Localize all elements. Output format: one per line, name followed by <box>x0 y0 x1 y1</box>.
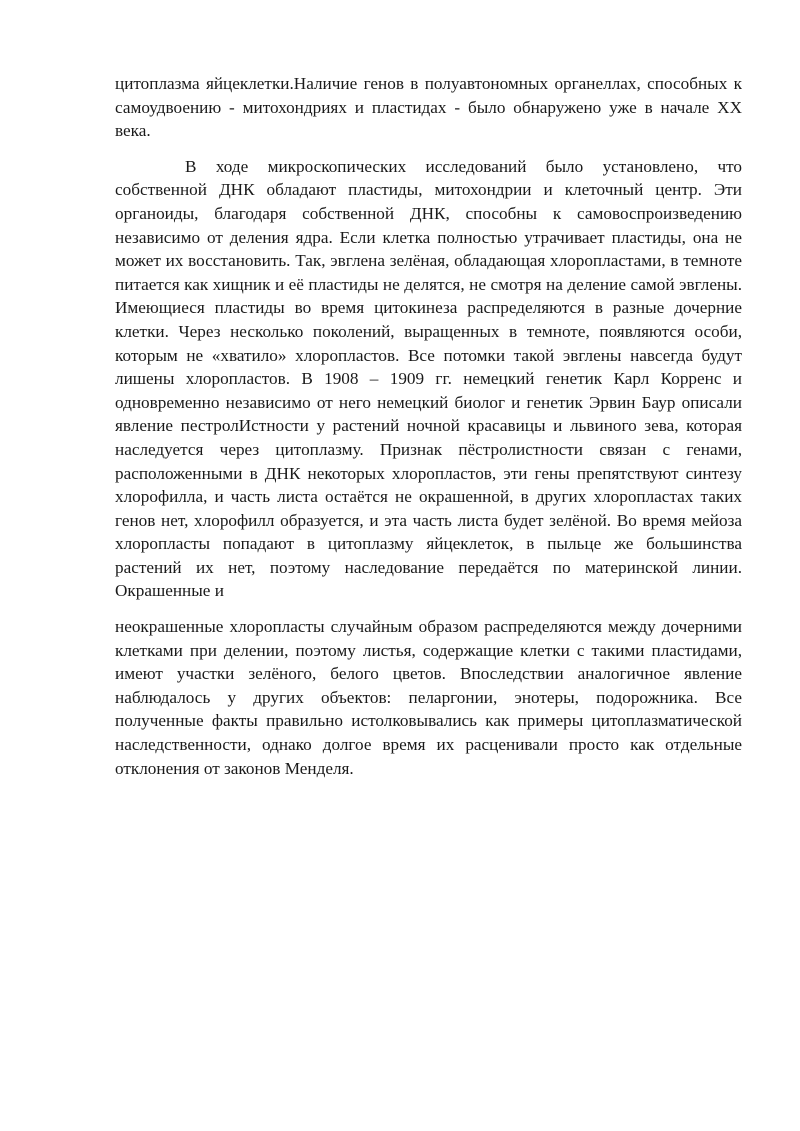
document-page <box>115 72 742 780</box>
paragraph-3: неокрашенные хлоропласты случайным образом распределяются между дочерними клетками при делении, поэтому листья, содержащие клетки с такими пластидами, имеют участки зелёного, белого цветов. Впоследствии аналогичное явление наблюдалось у других объектов: пеларгонии, энотеры, подорожника. Все полученные факты правильно истолковывались как примеры цитоплазматической наследственности, однако долгое время их расценивали просто как отдельные отклонения от законов Менделя. <box>115 617 742 778</box>
paragraph-1: цитоплазма яйцеклетки.Наличие генов в полуавтономных органеллах, способных к самоудвоению - митохондриях и пластидах - было обнаружено уже в начале XX века. <box>115 74 742 141</box>
paragraph-2: В ходе микроскопических исследований было установлено, что собственной ДНК обладают пластиды, митохондрии и клеточный центр. Эти органоиды, благодаря собственной ДНК, способны к самовоспроизведению независимо от деления ядра. Если клетка полностью утрачивает пластиды, она не может их восстановить. Так, эвглена зелёная, обладающая хлоропластами, в темноте питается как хищник и её пластиды не делятся, не смотря на деление самой эвглены. Имеющиеся пластиды во время цитокинеза распределяются в разные дочерние клетки. Через несколько поколений, выращенных в темноте, появляются особи, которым не «хватило» хлоропластов. Все потомки такой эвглены навсегда будут лишены хлоропластов. В 1908 – 1909 гг. немецкий генетик Карл Корренс и одновременно независимо от него немецкий биолог и генетик Эрвин Баур описали явление пестролИстности у растений ночной красавицы и львиного зева, которая наследуется через цитоплазму. Признак пёстролистности связан с генами, расположенными в ДНК некоторых хлоропластов, эти гены препятствуют синтезу хлорофилла, и часть листа остаётся не окрашенной, в других хлоропластах таких генов нет, хлорофилл образуется, и эта часть листа будет зелёной. Во время мейоза хлоропласты попадают в цитоплазму яйцеклеток, в пыльце же большинства растений их нет, поэтому наследование передаётся по материнской линии. Окрашенные и <box>115 156 742 601</box>
